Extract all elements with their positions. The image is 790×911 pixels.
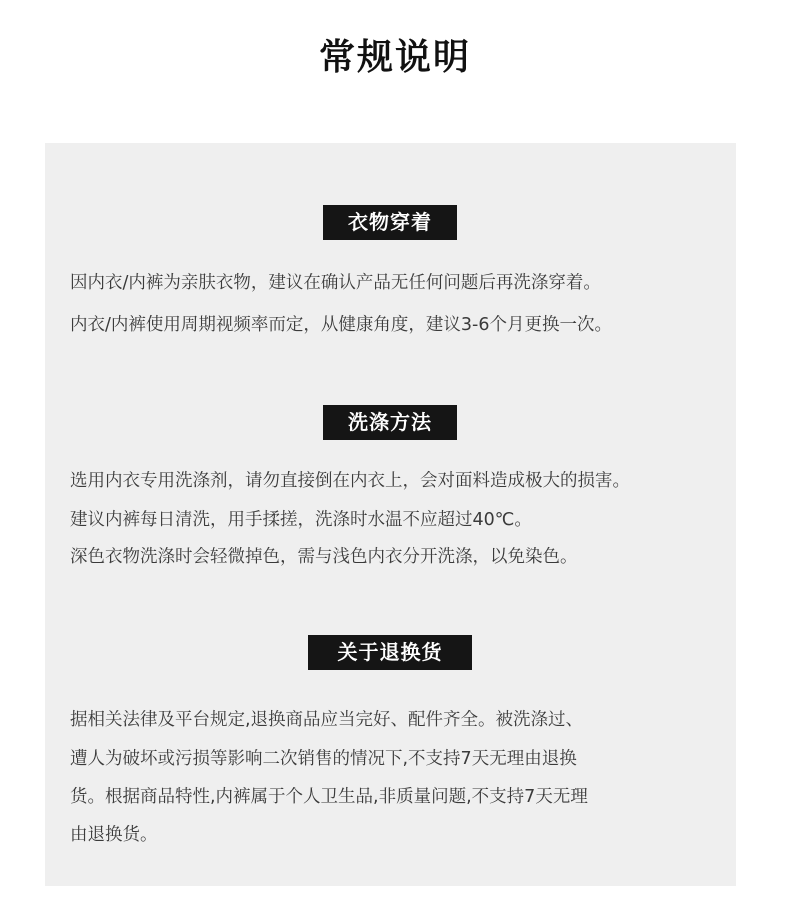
section-heading-washing: 洗涤方法 — [323, 405, 457, 440]
returns-line: 由退换货。 — [70, 825, 158, 845]
wearing-line: 因内衣/内裤为亲肤衣物，建议在确认产品无任何问题后再洗涤穿着。 — [70, 273, 601, 293]
returns-line: 据相关法律及平台规定,退换商品应当完好、配件齐全。被洗涤过、 — [70, 710, 584, 730]
section-heading-wearing: 衣物穿着 — [323, 205, 457, 240]
section-heading-returns: 关于退换货 — [308, 635, 472, 670]
returns-line: 遭人为破坏或污损等影响二次销售的情况下,不支持7天无理由退换 — [70, 749, 577, 769]
page-title: 常规说明 — [318, 37, 471, 78]
washing-line: 深色衣物洗涤时会轻微掉色，需与浅色内衣分开洗涤，以免染色。 — [70, 547, 578, 567]
washing-line: 选用内衣专用洗涤剂，请勿直接倒在内衣上，会对面料造成极大的损害。 — [70, 471, 630, 491]
returns-line: 货。根据商品特性,内裤属于个人卫生品,非质量问题,不支持7天无理 — [70, 787, 588, 807]
wearing-line: 内衣/内裤使用周期视频率而定，从健康角度，建议3-6个月更换一次。 — [70, 315, 612, 335]
washing-line: 建议内裤每日清洗，用手揉搓，洗涤时水温不应超过40℃。 — [70, 510, 532, 530]
